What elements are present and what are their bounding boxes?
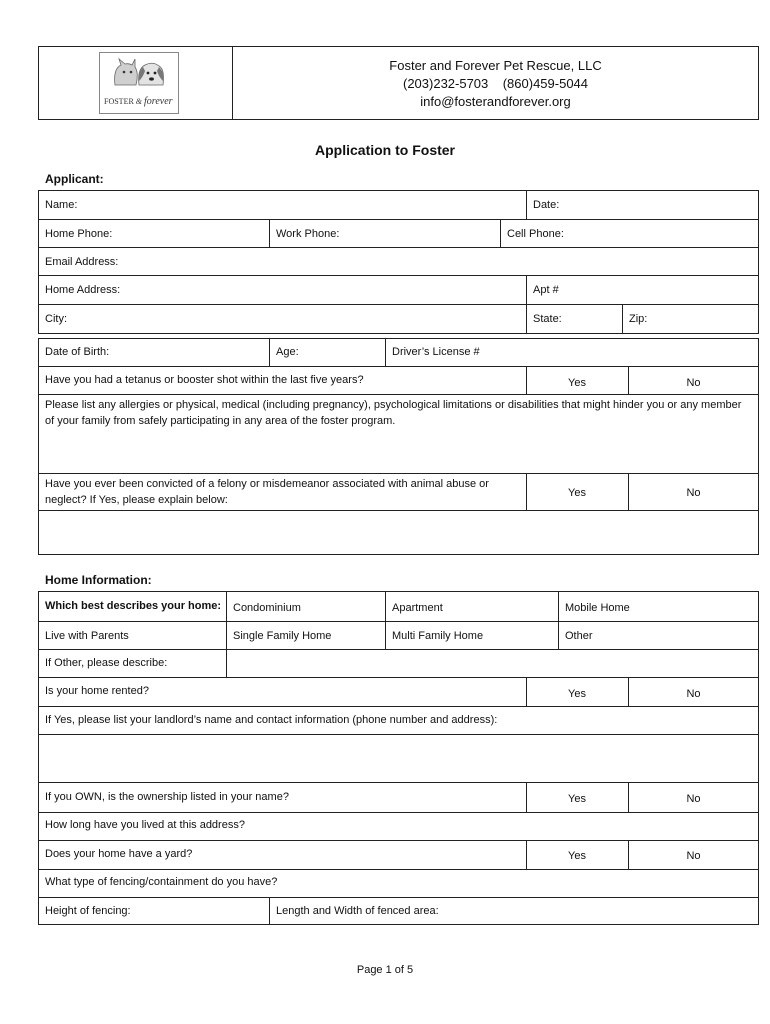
home-address-field[interactable] (130, 277, 522, 302)
email-field[interactable] (130, 249, 756, 273)
name-label: Name: (45, 199, 78, 211)
tetanus-yes-option[interactable]: Yes (568, 377, 586, 389)
logo-text-amp: & (135, 97, 143, 106)
age-label: Age: (276, 346, 299, 358)
pets-logo-icon (101, 55, 179, 95)
yard-question: Does your home have a yard? (45, 848, 193, 860)
tetanus-question: Have you had a tetanus or booster shot within the last five years? (45, 374, 364, 386)
ownership-yes-option[interactable]: Yes (568, 793, 586, 805)
felony-question: Have you ever been convicted of a felony or misdemeanor associated with animal abuse or neglect? If Yes, please explain below: (45, 478, 489, 506)
logo-text-foster: FOSTER (104, 97, 134, 106)
org-name: Foster and Forever Pet Rescue, LLC (389, 58, 602, 73)
allergies-field[interactable] (40, 432, 757, 472)
state-label: State: (533, 313, 562, 325)
other-describe-label: If Other, please describe: (45, 657, 168, 669)
how-long-field[interactable] (260, 814, 757, 838)
fencing-type-field[interactable] (300, 871, 757, 895)
rented-no-option[interactable]: No (686, 688, 701, 700)
rented-question: Is your home rented? (45, 685, 149, 697)
page-title: Application to Foster (315, 142, 455, 158)
ownership-no-option[interactable]: No (686, 793, 701, 805)
yard-yes-option[interactable]: Yes (568, 850, 586, 862)
option-multi-family-home[interactable]: Multi Family Home (392, 630, 484, 642)
home-info-heading: Home Information: (45, 573, 152, 587)
apt-field[interactable] (568, 277, 756, 302)
page-number: Page 1 of 5 (356, 964, 414, 976)
fencing-type-question: What type of fencing/containment do you have? (45, 876, 278, 888)
applicant-heading: Applicant: (45, 172, 104, 186)
yard-no-option[interactable]: No (686, 850, 701, 862)
home-phone-label: Home Phone: (45, 228, 113, 240)
org-email: info@fosterandforever.org (420, 94, 571, 109)
option-other[interactable]: Other (565, 630, 593, 642)
city-field[interactable] (80, 306, 522, 332)
state-field[interactable] (568, 306, 618, 332)
landlord-info-field[interactable] (40, 736, 757, 780)
other-describe-field[interactable] (228, 651, 757, 675)
felony-yes-option[interactable]: Yes (568, 487, 586, 499)
home-type-question: Which best describes your home: (45, 600, 222, 612)
option-apartment[interactable]: Apartment (392, 602, 443, 614)
option-single-family-home[interactable]: Single Family Home (233, 630, 332, 642)
apt-label: Apt # (533, 284, 559, 296)
zip-field[interactable] (655, 306, 755, 332)
allergies-question: Please list any allergies or physical, medical (including pregnancy), psychological limitations or disabilities that might hinder you or any member of your family from safely participating in any area of the foster program. (45, 399, 742, 427)
name-field[interactable] (110, 192, 520, 217)
how-long-question: How long have you lived at this address? (45, 819, 245, 831)
org-phones: (203)232-5703 (860)459-5044 (402, 76, 589, 91)
fence-area-field[interactable] (452, 899, 757, 923)
email-label: Email Address: (45, 256, 119, 268)
home-phone-field[interactable] (120, 221, 265, 245)
option-live-with-parents[interactable]: Live with Parents (45, 630, 129, 642)
option-mobile-home[interactable]: Mobile Home (565, 602, 630, 614)
felony-explanation-field[interactable] (40, 512, 757, 553)
ownership-question: If you OWN, is the ownership listed in your name? (45, 791, 289, 803)
option-condominium[interactable]: Condominium (233, 602, 301, 614)
license-field[interactable] (490, 340, 756, 364)
date-label: Date: (533, 199, 560, 211)
home-address-label: Home Address: (45, 284, 121, 296)
city-label: City: (45, 313, 67, 325)
fence-area-label: Length and Width of fenced area: (276, 905, 439, 917)
fence-height-label: Height of fencing: (45, 905, 131, 917)
org-logo (99, 52, 179, 114)
work-phone-label: Work Phone: (276, 228, 340, 240)
license-label: Driver’s License # (392, 346, 480, 358)
fence-height-field[interactable] (140, 899, 266, 923)
felony-no-option[interactable]: No (686, 487, 701, 499)
date-field[interactable] (570, 192, 756, 217)
work-phone-field[interactable] (350, 221, 496, 245)
age-field[interactable] (305, 340, 381, 364)
landlord-question: If Yes, please list your landlord’s name and contact information (phone number and address): (45, 714, 498, 726)
dob-label: Date of Birth: (45, 346, 110, 358)
zip-label: Zip: (629, 313, 648, 325)
tetanus-no-option[interactable]: No (686, 377, 701, 389)
logo-text-forever: forever (144, 96, 173, 107)
rented-yes-option[interactable]: Yes (568, 688, 586, 700)
cell-phone-field[interactable] (572, 221, 756, 245)
cell-phone-label: Cell Phone: (507, 228, 564, 240)
dob-field[interactable] (120, 340, 265, 364)
